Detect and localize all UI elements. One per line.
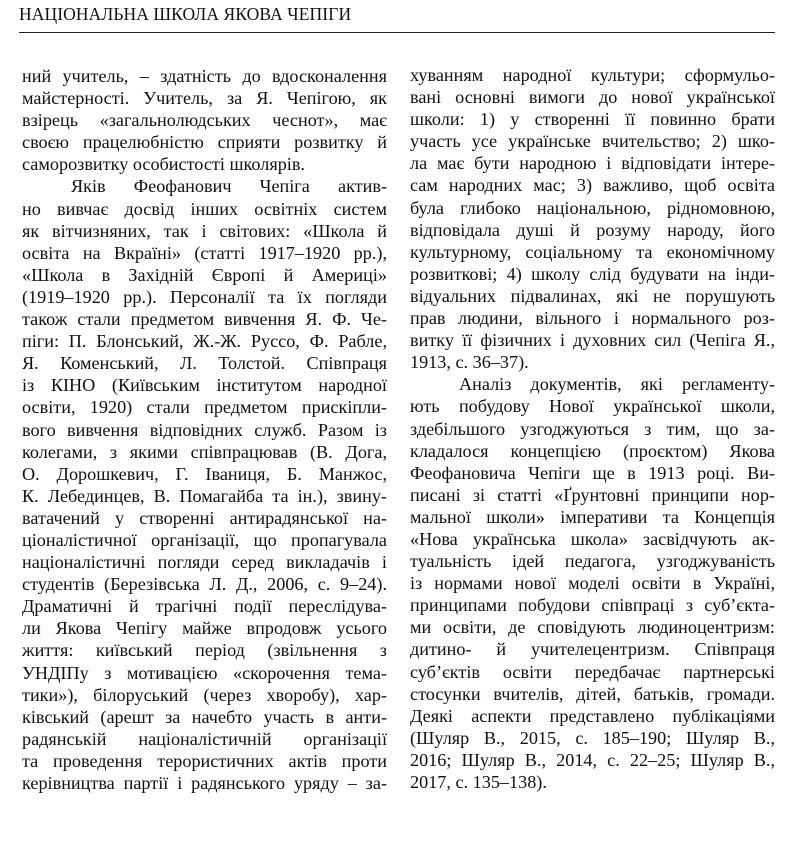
- text-line: ватачений у створенні антирадянської на-: [22, 507, 387, 528]
- text-line: відуальних підвалинах, які не порушують: [410, 285, 775, 306]
- text-line: Феофановича Чепіги ще в 1913 році. Ви-: [410, 462, 775, 483]
- text-line: 2017, с. 135–138).: [410, 772, 547, 792]
- text-line: освіта на Вкраїні» (статті 1917–1920 рр.),: [22, 242, 387, 263]
- text-line: К. Лебединцев, В. Помагайба та ін.), звину-: [22, 485, 387, 506]
- text-line: ціоналістичної організації, що пропагувала: [22, 529, 387, 550]
- text-line: тики»), білоруський (через хворобу), хар-: [22, 684, 387, 705]
- text-line: із нормами нової моделі освіти в Україні,: [410, 573, 775, 594]
- text-line: ють побудову Нової української школи,: [410, 396, 775, 417]
- text-line: УНДІПу з мотивацією «скорочення тема-: [22, 662, 387, 683]
- text-line: та проведення терористичних актів проти: [22, 750, 387, 771]
- text-line: відповідала душі й розуму народу, його: [410, 219, 775, 240]
- text-line: керівництва партії і радянського уряду – за-: [22, 773, 387, 793]
- text-line: участь усе українське вчительство; 2) шко-: [410, 131, 775, 152]
- text-line: студентів (Березівська Л. Д., 2006, с. 9–24).: [22, 574, 387, 595]
- text-line: О. Дорошкевич, Г. Іваниця, Б. Манжос,: [22, 463, 387, 484]
- text-line: своєю працелюбністю сприяти розвитку й: [22, 132, 387, 153]
- text-line: із КІНО (Київським інститутом народної: [22, 375, 387, 396]
- text-line: розвиткові; 4) школу слід будувати на інди-: [410, 263, 775, 284]
- text-line: туальність ідей педагога, узгоджуваність: [410, 551, 775, 572]
- text-line: вого вивчення відповідних служб. Разом із: [22, 419, 387, 440]
- text-line: Я. Коменський, Л. Толстой. Співпраця: [22, 353, 387, 374]
- text-line: 2016; Шуляр В., 2014, с. 22–25; Шуляр В.,: [410, 749, 775, 770]
- text-line: школи: 1) у створенні її повинно брати: [410, 109, 775, 130]
- text-line: прав людини, вільного і нормального роз-: [410, 308, 775, 329]
- text-line: «Школа в Західній Європі й Америці»: [22, 264, 387, 285]
- text-line: Аналіз документів, які регламенту-: [459, 374, 775, 395]
- text-line: 1913, с. 36–37).: [410, 352, 529, 373]
- text-line: націоналістичні погляди серед викладачів і: [22, 552, 387, 573]
- text-line: ківський (арешт за начебто участь в анти-: [22, 706, 387, 727]
- text-line: сам народних мас; 3) важливо, щоб освіта: [410, 175, 775, 196]
- text-line: (Шуляр В., 2015, с. 185–190; Шуляр В.,: [410, 727, 775, 748]
- right-column: [410, 64, 775, 793]
- text-line: взірець «загальнолюдських чеснот», має: [22, 110, 387, 131]
- text-line: ний учитель, – здатність до вдосконалення: [22, 66, 387, 86]
- text-line: стосунки вчителів, дітей, батьків, громади.: [410, 683, 775, 704]
- text-line: но вивчає досвід інших освітніх систем: [22, 198, 387, 219]
- text-line: Яків Феофанович Чепіга актив-: [71, 176, 387, 197]
- text-line: ми освіти, де сповідують людиноцентризм:: [410, 617, 775, 638]
- text-line: (1919–1920 рр.). Персоналії та їх погляди: [22, 286, 387, 307]
- text-line: дитино- й учителецентризм. Співпраця: [410, 639, 775, 660]
- text-line: Драматичні й трагічні події переслідува-: [22, 596, 387, 617]
- text-line: вані основні вимоги до нової української: [410, 87, 775, 108]
- text-line: писані зі статті «Ґрунтовні принципи нор-: [410, 484, 775, 505]
- text-line: принципами побудови співпраці з суб’єкта-: [410, 595, 775, 616]
- running-head: НАЦІОНАЛЬНА ШКОЛА ЯКОВА ЧЕПІГИ: [19, 4, 352, 24]
- text-line: піги: П. Блонський, Ж.-Ж. Руссо, Ф. Рабле,: [22, 331, 387, 352]
- text-line: культурному, соціальному та економічному: [410, 241, 775, 262]
- text-line: радянській націоналістичній організації: [22, 728, 387, 749]
- text-line: кладалося концепцією (проєктом) Якова: [410, 440, 775, 461]
- text-line: мальної школи» імперативи та Концепція: [410, 506, 775, 527]
- text-line: саморозвитку особистості школярів.: [22, 154, 305, 175]
- text-line: як вітчизняних, так і світових: «Школа й: [22, 220, 387, 241]
- text-line: майстерності. Учитель, за Я. Чепігою, як: [22, 88, 387, 109]
- text-line: «Нова українська школа» засвідчують ак-: [410, 528, 775, 549]
- text-line: здебільшого узгоджуються з тим, що за-: [410, 418, 775, 439]
- text-line: суб’єктів освіти передбачає партнерські: [410, 661, 775, 682]
- text-line: колегами, з якими співпрацював (В. Дога,: [22, 441, 387, 462]
- text-line: ли Якова Чепігу майже впродовж усього: [22, 618, 387, 639]
- left-column: [22, 65, 387, 794]
- text-line: також стали предметом вивчення Я. Ф. Че-: [22, 309, 387, 330]
- text-line: ла має бути народною і відповідати інтере-: [410, 153, 775, 174]
- text-line: була глибоко національною, рідномовною,: [410, 197, 775, 218]
- text-line: Деякі аспекти представлено публікаціями: [410, 705, 775, 726]
- text-line: освіти, 1920) стали предметом прискіпли-: [22, 397, 387, 418]
- text-line: життя: київський період (звільнення з: [22, 640, 387, 661]
- text-line: хуванням народної культури; сформульо-: [410, 65, 775, 85]
- text-line: витку її фізичних і духовних сил (Чепіга Я.,: [410, 330, 775, 351]
- header-rule: [19, 32, 775, 33]
